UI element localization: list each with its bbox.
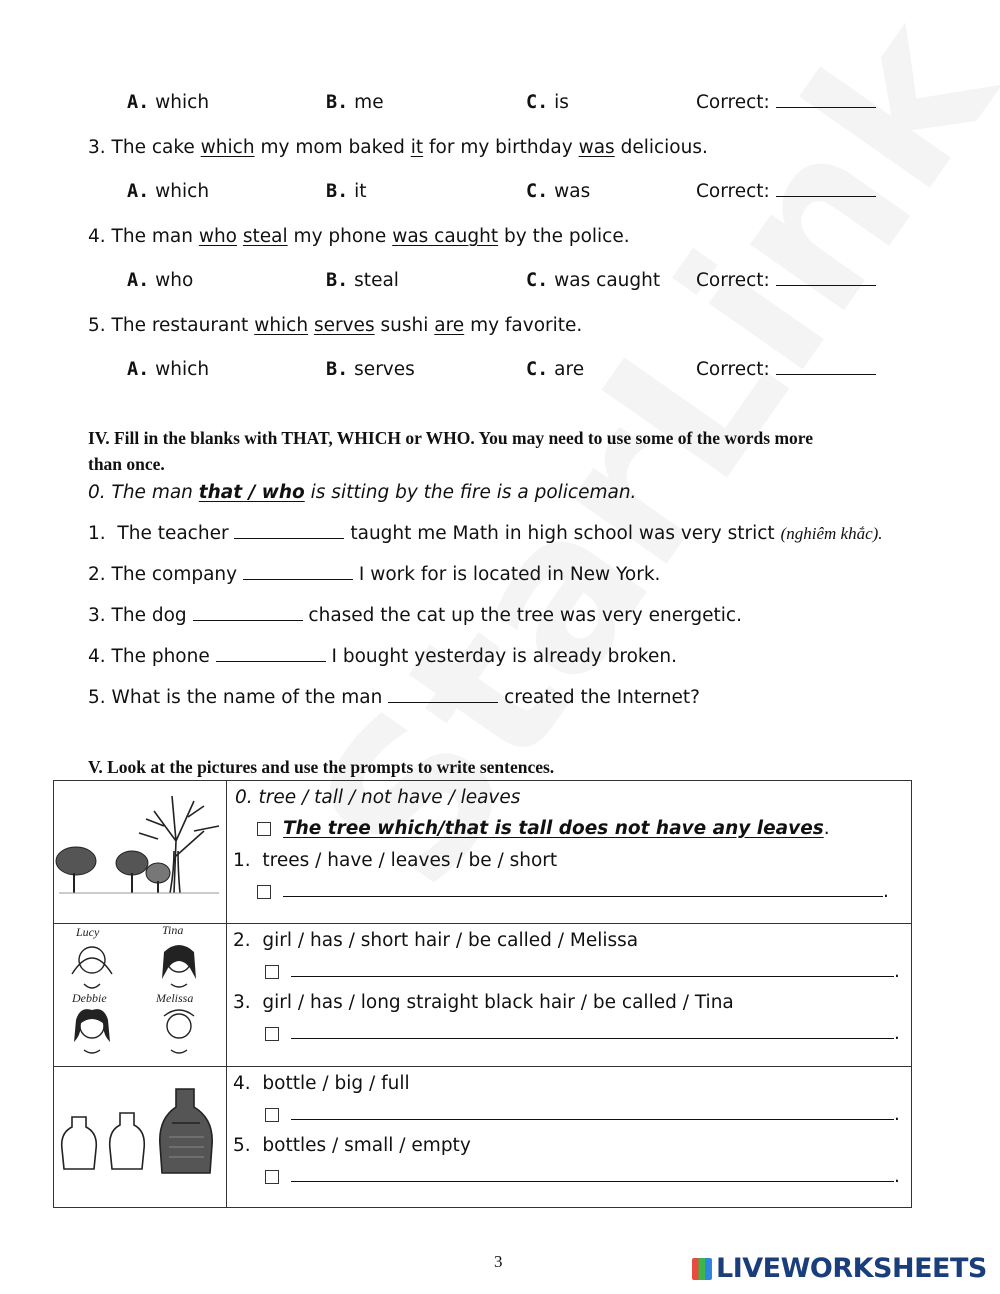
q4-correct: Correct:	[696, 270, 876, 291]
item-3-blank[interactable]	[193, 606, 303, 621]
answer-2-blank[interactable]	[291, 962, 894, 977]
prompt-4: 4. bottle / big / full	[233, 1073, 410, 1094]
item-4-blank[interactable]	[216, 647, 326, 662]
q3-option-c: C. was	[526, 181, 591, 202]
section4-item-3: 3. The dog chased the cat up the tree was very energetic.	[88, 605, 742, 626]
q3-sentence: 3. The cake which my mom baked it for my birthday was delicious.	[88, 137, 708, 158]
section4-item-4: 4. The phone I bought yesterday is already broken.	[88, 646, 677, 667]
answer-4-blank[interactable]	[291, 1105, 894, 1120]
trees-drawing	[54, 781, 224, 919]
q5-correct-blank[interactable]	[776, 360, 876, 375]
answer-1-line: .	[257, 881, 889, 902]
checkbox-icon	[257, 822, 271, 836]
answer-4-line: .	[265, 1104, 900, 1125]
q5-sentence: 5. The restaurant which serves sushi are my favorite.	[88, 315, 583, 336]
row1-prompts	[227, 781, 912, 924]
answer-2-line: .	[265, 961, 900, 982]
label-melissa: Melissa	[156, 991, 194, 1005]
q3-option-b: B. it	[326, 181, 367, 202]
checkbox-icon	[265, 1108, 279, 1122]
picture-prompt-table	[53, 780, 912, 1208]
answer-5-line: .	[265, 1166, 900, 1187]
logo-icon	[692, 1258, 712, 1280]
girls-picture	[54, 924, 227, 1067]
trees-picture	[54, 781, 227, 924]
q3-correct: Correct:	[696, 181, 876, 202]
label-lucy: Lucy	[76, 925, 100, 939]
section5-header: V. Look at the pictures and use the prompts to write sentences.	[88, 757, 555, 777]
answer-3-line: .	[265, 1023, 900, 1044]
q3-correct-blank[interactable]	[776, 182, 876, 197]
bottles-drawing	[54, 1067, 224, 1203]
example-answer-line: The tree which/that is tall does not have any leaves.	[257, 818, 830, 839]
liveworksheets-logo: LIVEWORKSHEETS	[692, 1253, 987, 1284]
prompt-1: 1. trees / have / leaves / be / short	[233, 850, 558, 871]
q2-option-b: B. me	[326, 92, 384, 113]
q3-option-a: A. which	[127, 181, 210, 202]
row2-prompts	[227, 924, 912, 1067]
q2-option-a: A. which	[127, 92, 210, 113]
label-tina: Tina	[162, 924, 184, 937]
prompt-3: 3. girl / has / long straight black hair / be called / Tina	[233, 992, 734, 1013]
section4-item-2: 2. The company I work for is located in New York.	[88, 564, 661, 585]
checkbox-icon	[265, 965, 279, 979]
answer-5-blank[interactable]	[291, 1167, 894, 1182]
q2-correct: Correct:	[696, 92, 876, 113]
row3-prompts	[227, 1067, 912, 1208]
section4-header-line2: than once.	[88, 454, 165, 474]
prompt-5: 5. bottles / small / empty	[233, 1135, 471, 1156]
checkbox-icon	[257, 885, 271, 899]
q5-option-b: B. serves	[326, 359, 415, 380]
page-number: 3	[494, 1252, 503, 1271]
q2-option-c: C. is	[526, 92, 569, 113]
q5-correct: Correct:	[696, 359, 876, 380]
example-prompt: 0. tree / tall / not have / leaves	[235, 787, 521, 808]
q4-correct-blank[interactable]	[776, 271, 876, 286]
bottles-picture	[54, 1067, 227, 1208]
girls-drawing	[54, 924, 224, 1062]
q4-option-a: A. who	[127, 270, 194, 291]
q4-option-c: C. was caught	[526, 270, 661, 291]
example-answer: that / who	[198, 482, 305, 503]
item-2-blank[interactable]	[243, 565, 353, 580]
label-debbie: Debbie	[72, 991, 107, 1005]
q4-option-b: B. steal	[326, 270, 399, 291]
q5-option-a: A. which	[127, 359, 210, 380]
answer-1-blank[interactable]	[283, 882, 883, 897]
section4-header-line1: IV. Fill in the blanks with THAT, WHICH or WHO. You may need to use some of the words more	[88, 428, 814, 448]
checkbox-icon	[265, 1027, 279, 1041]
section4-item-5: 5. What is the name of the man created the Internet?	[88, 687, 700, 708]
section4-example: 0. The man that / who is sitting by the fire is a policeman.	[88, 482, 637, 503]
q5-option-c: C. are	[526, 359, 585, 380]
item-1-blank[interactable]	[234, 524, 344, 539]
section4-item-1: 1. The teacher taught me Math in high school was very strict (nghiêm khắc).	[88, 523, 883, 544]
checkbox-icon	[265, 1170, 279, 1184]
item-5-blank[interactable]	[388, 688, 498, 703]
q2-correct-blank[interactable]	[776, 93, 876, 108]
answer-3-blank[interactable]	[291, 1024, 894, 1039]
prompt-2: 2. girl / has / short hair / be called / Melissa	[233, 930, 639, 951]
q4-sentence: 4. The man who steal my phone was caught by the police.	[88, 226, 630, 247]
